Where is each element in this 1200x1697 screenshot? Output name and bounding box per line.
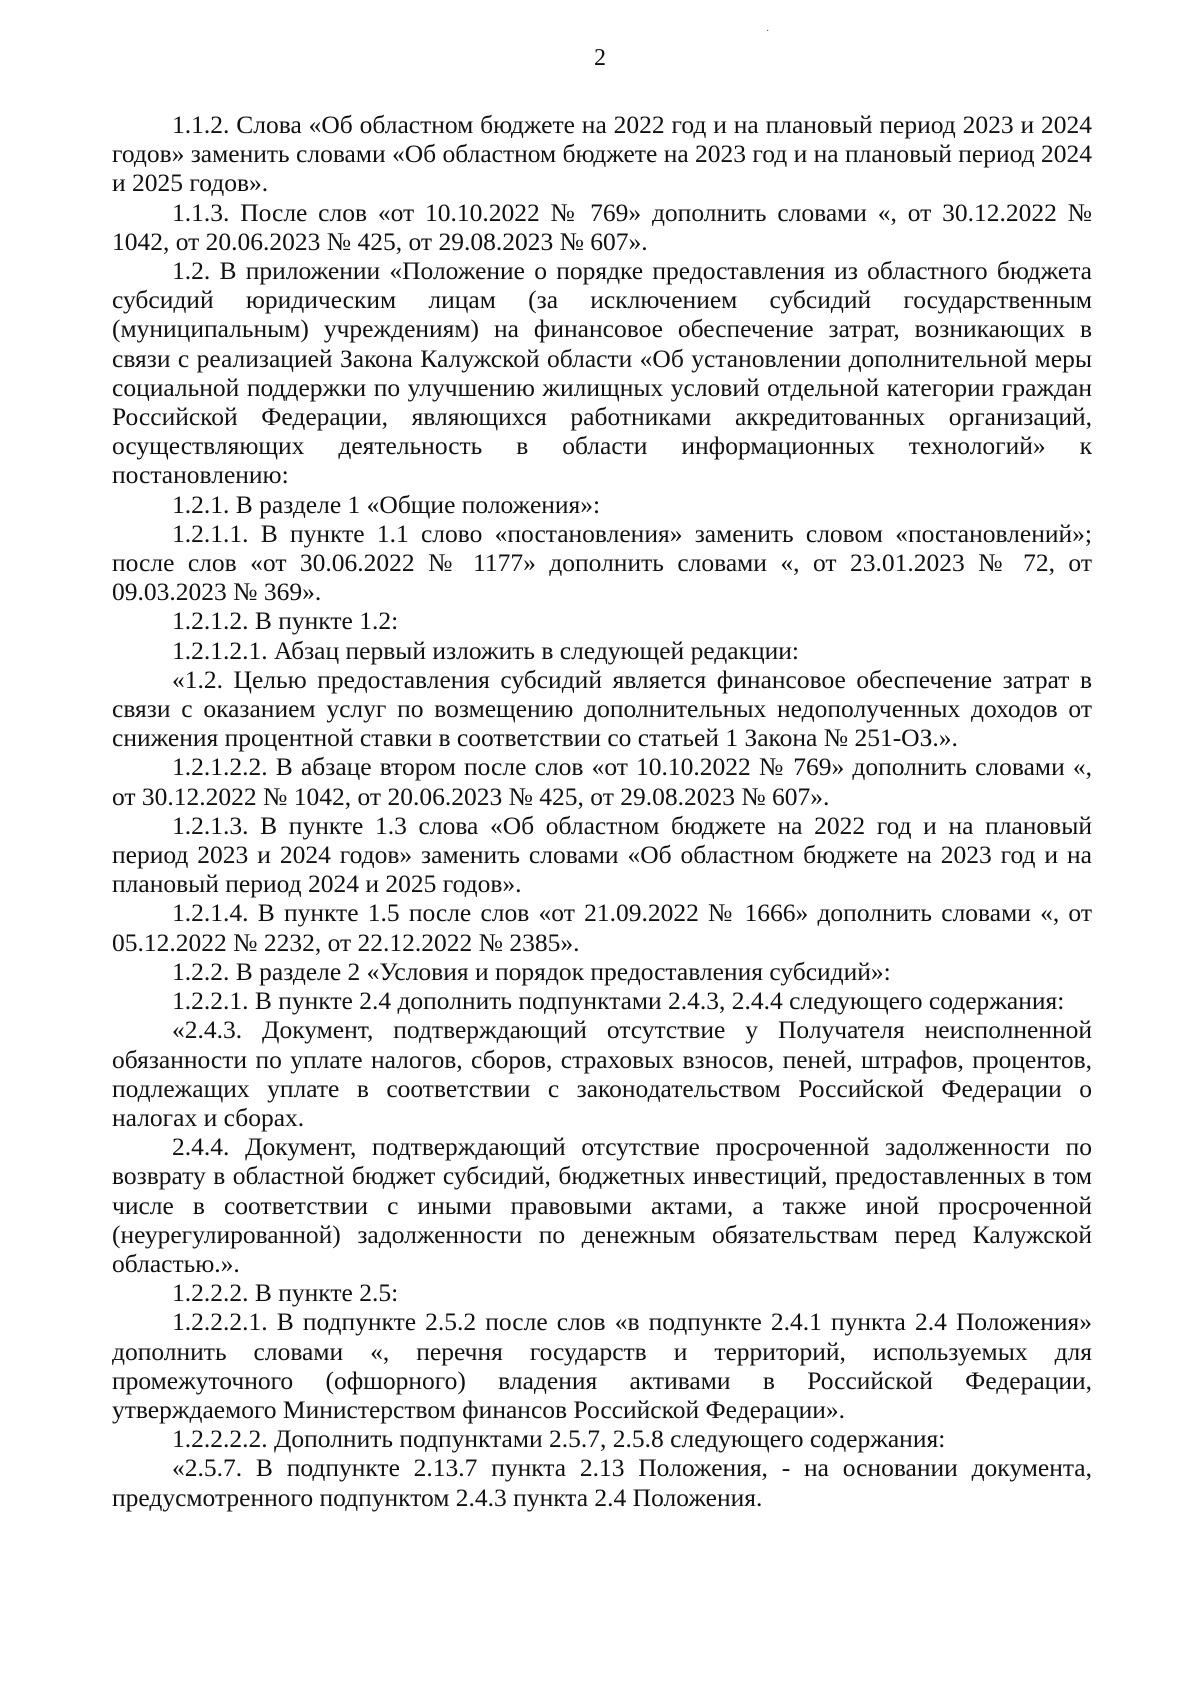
document-body <box>112 110 1092 1512</box>
paragraph-1-2-2-2: 1.2.2.2. В пункте 2.5: <box>172 1278 399 1308</box>
paragraph-quote-1-2: «1.2. Целью предоставления субсидий является финансовое обеспечение затрат в связи с оказанием услуг по возмещению дополнительных недополученных доходов от снижения процентной ставки в соответствии со статьей 1 Закона № 251-ОЗ.». <box>112 664 1092 753</box>
paragraph-1-2-1-2-2: 1.2.1.2.2. В абзаце втором после слов «от 10.10.2022 № 769» дополнить словами «, от 30.12.2022 № 1042, от 20.06.2023 № 425, от 29.08.2023 № 607». <box>112 752 1092 811</box>
paragraph-1-2-1-4: 1.2.1.4. В пункте 1.5 после слов «от 21.09.2022 № 1666» дополнить словами «, от 05.12.2022 № 2232, от 22.12.2022 № 2385». <box>112 898 1092 957</box>
paragraph-1-2-1-1: 1.2.1.1. В пункте 1.1 слово «постановления» заменить словом «постановлений»; после слов «от 30.06.2022 № 1177» дополнить словами «, от 23.01.2023 № 72, от 09.03.2023 № 369». <box>112 518 1092 607</box>
paragraph-1-2: 1.2. В приложении «Положение о порядке предоставления из областного бюджета субсидий юридическим лицам (за исключением субсидий государственным (муниципальным) учреждениям) на финансовое обеспечение затрат, возникающих в связи с реализацией Закона Калужской области «Об установлении дополнительной меры социальной поддержки по улучшению жилищных условий отдельной категории граждан Российской Федерации, являющихся работниками аккредитованных организаций, осуществляющих деятельность в области информационных технологий» к постановлению: <box>112 256 1092 490</box>
paragraph-quote-2-4-3: «2.4.3. Документ, подтверждающий отсутствие у Получателя неисполненной обязанности по уплате налогов, сборов, страховых взносов, пеней, штрафов, процентов, подлежащих уплате в соответствии с законодательством Российской Федерации о налогах и сборах. <box>112 1015 1092 1132</box>
page-number: 2 <box>594 45 606 71</box>
paragraph-quote-2-5-7: «2.5.7. В подпункте 2.13.7 пункта 2.13 Положения, - на основании документа, предусмотренного подпунктом 2.4.3 пункта 2.4 Положения. <box>112 1453 1092 1512</box>
paragraph-1-1-2: 1.1.2. Слова «Об областном бюджете на 2022 год и на плановый период 2023 и 2024 годов» заменить словами «Об областном бюджете на 2023 год и на плановый период 2024 и 2025 годов». <box>112 110 1092 198</box>
paragraph-1-2-2-2-2: 1.2.2.2.2. Дополнить подпунктами 2.5.7, 2.5.8 следующего содержания: <box>172 1424 946 1454</box>
paragraph-1-1-3: 1.1.3. После слов «от 10.10.2022 № 769» дополнить словами «, от 30.12.2022 № 1042, от 20.06.2023 № 425, от 29.08.2023 № 607». <box>112 197 1092 256</box>
paragraph-2-4-4: 2.4.4. Документ, подтверждающий отсутствие просроченной задолженности по возврату в областной бюджет субсидий, бюджетных инвестиций, предоставленных в том числе в соответствии с иными правовыми актами, а также иной просроченной (неурегулированной) задолженности по денежным обязательствам перед Калужской областью.». <box>112 1132 1092 1278</box>
paragraph-1-2-2-1: 1.2.2.1. В пункте 2.4 дополнить подпунктами 2.4.3, 2.4.4 следующего содержания: <box>172 986 1065 1016</box>
paragraph-1-2-2-2-1: 1.2.2.2.1. В подпункте 2.5.2 после слов «в подпункте 2.4.1 пункта 2.4 Положения» дополнить словами «, перечня государств и территорий, используемых для промежуточного (офшорного) владения активами в Российской Федерации, утверждаемого Министерством финансов Российской Федерации». <box>112 1307 1092 1424</box>
paragraph-1-2-1-3: 1.2.1.3. В пункте 1.3 слова «Об областном бюджете на 2022 год и на плановый период 2023 и 2024 годов» заменить словами «Об областном бюджете на 2023 год и на плановый период 2024 и 2025 годов». <box>112 810 1092 899</box>
scan-speck: · <box>766 26 770 37</box>
paragraph-1-2-1: 1.2.1. В разделе 1 «Общие положения»: <box>172 489 601 519</box>
paragraph-1-2-2: 1.2.2. В разделе 2 «Условия и порядок предоставления субсидий»: <box>172 956 891 986</box>
paragraph-1-2-1-2: 1.2.1.2. В пункте 1.2: <box>172 606 399 636</box>
paragraph-1-2-1-2-1: 1.2.1.2.1. Абзац первый изложить в следующей редакции: <box>172 635 800 665</box>
